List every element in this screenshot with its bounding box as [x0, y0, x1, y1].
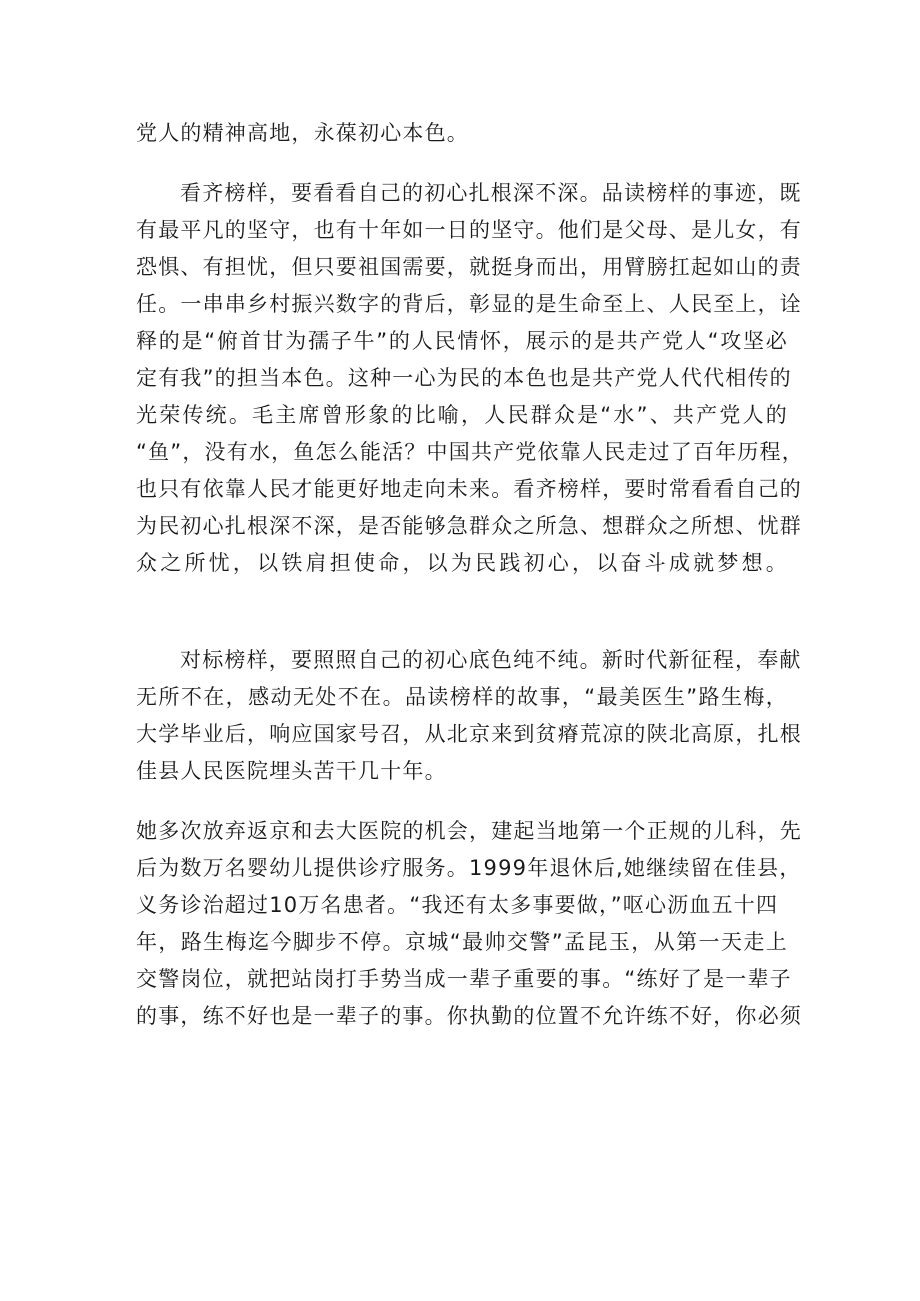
text-line: 任。一串串乡村振兴数字的背后，彰显的是生命至上、人民至上，诠	[136, 292, 802, 316]
text-line: “鱼”，没有水，鱼怎么能活？中国共产党依靠人民走过了百年历程，	[136, 440, 804, 464]
text-line: 有最平凡的坚守，也有十年如一日的坚守。他们是父母、是儿女，有	[136, 218, 802, 242]
text-line: 光荣传统。毛主席曾形象的比喻，人民群众是“水”、共产党人的	[136, 403, 788, 427]
text-line: 大学毕业后，响应国家号召，从北京来到贫瘠荒凉的陕北高原，扎根	[136, 722, 802, 746]
text-line: 众之所忧，以铁肩担使命，以为民践初心，以奋斗成就梦想。	[136, 551, 788, 575]
text-line: 对标榜样，要照照自己的初心底色纯不纯。新时代新征程，奉献	[180, 648, 802, 672]
text-line: 她多次放弃返京和去大医院的机会，建起当地第一个正规的儿科，先	[136, 819, 802, 843]
text-line: 无所不在，感动无处不在。品读榜样的故事，“最美医生”路生梅，	[136, 685, 788, 709]
text-line: 的事，练不好也是一辈子的事。你执勤的位置不允许练不好，你必须	[136, 1004, 802, 1028]
text-line: 后为数万名婴幼儿提供诊疗服务。1999年退休后,她继续留在佳县，	[136, 856, 802, 880]
text-line: 定有我”的担当本色。这种一心为民的本色也是共产党人代代相传的	[136, 366, 792, 390]
text-line: 年，路生梅迄今脚步不停。京城“最帅交警”孟昆玉，从第一天走上	[136, 930, 788, 954]
text-line: 也只有依靠人民才能更好地走向未来。看齐榜样，要时常看看自己的	[136, 477, 802, 501]
text-line: 党人的精神高地，永葆初心本色。	[136, 121, 469, 145]
text-line: 佳县人民医院埋头苦干几十年。	[136, 759, 447, 783]
text-line: 交警岗位，就把站岗打手势当成一辈子重要的事。“练好了是一辈子	[136, 967, 792, 991]
text-line: 为民初心扎根深不深，是否能够急群众之所急、想群众之所想、忧群	[136, 514, 802, 538]
text-line: 看齐榜样，要看看自己的初心扎根深不深。品读榜样的事迹，既	[180, 181, 802, 205]
text-line: 释的是“俯首甘为孺子牛”的人民情怀，展示的是共产党人“攻坚必	[136, 329, 788, 353]
text-line: 义务诊治超过10万名患者。“我还有太多事要做，”呕心沥血五十四	[136, 893, 779, 917]
text-line: 恐惧、有担忧，但只要祖国需要，就挺身而出，用臂膀扛起如山的责	[136, 255, 802, 279]
